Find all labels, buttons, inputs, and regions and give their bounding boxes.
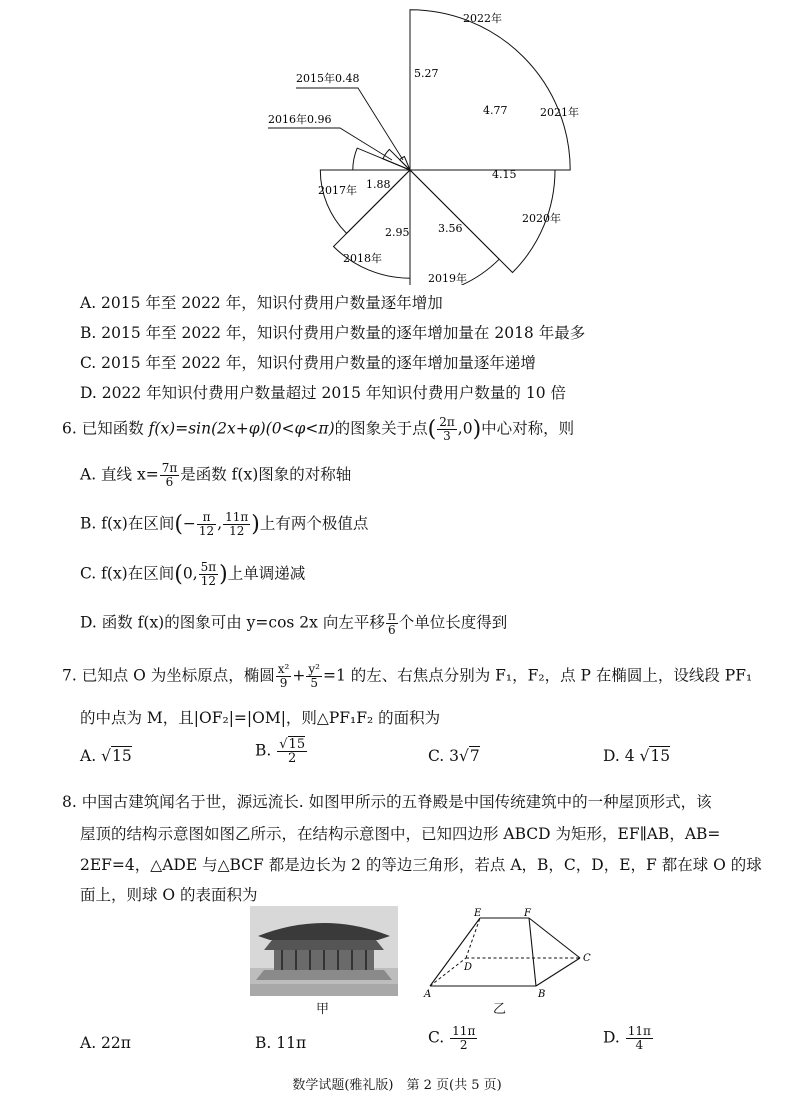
rose-category-label-3: 2018年 (343, 252, 382, 265)
q8-option-a: A. 22π (80, 1034, 131, 1052)
q7-option-d: D. 4 √15 (603, 747, 671, 765)
q5-option-c: C. 2015 年至 2022 年，知识付费用户数量的逐年增加量逐年递增 (80, 354, 536, 372)
q6-option-c: C. f(x)在区间(0, $\frac{5\pi}{12}$ )上单调递减 (80, 560, 306, 588)
rose-category-label-4: 2019年 (428, 272, 467, 285)
q6-option-a: A. 直线 x= $\frac{7\pi}{6}$ 是函数 f(x)图象的对称轴 (80, 461, 352, 489)
q7-option-c: C. 3√7 (428, 747, 480, 765)
q7-option-b: B. $\frac{√15}{2}$ (255, 737, 306, 766)
point-f-label: F (524, 908, 531, 919)
q6-stem: 6. 已知函数 f(x)=sin(2x+φ)(0<φ<π)的图象关于点( $\frac{2\pi}{3}$ ,0)中心对称，则 (62, 415, 575, 443)
point-a-label: A (424, 989, 432, 1000)
point-d-label: D (464, 962, 473, 973)
figure-jia-caption: 甲 (316, 1002, 330, 1017)
rose-category-label-2: 2017年 (318, 184, 357, 197)
q5-option-b: B. 2015 年至 2022 年，知识付费用户数量的逐年增加量在 2018 年最多 (80, 324, 586, 342)
q8-line2: 屋顶的结构示意图如图乙所示，在结构示意图中，已知四边形 ABCD 为矩形，EF∥AB，AB= (80, 825, 721, 843)
figure-yi-caption: 乙 (493, 1002, 507, 1017)
q8-line4: 面上，则球 O 的表面积为 (80, 886, 258, 904)
rose-labels (268, 11, 579, 285)
temple-photo (250, 906, 398, 996)
rose-value-label-4: 3.56 (438, 222, 463, 235)
q8-option-b: B. 11π (255, 1034, 307, 1052)
rose-value-label-3: 2.95 (385, 226, 410, 239)
rose-category-label-5: 2020年 (522, 212, 561, 225)
rose-value-label-6: 4.77 (483, 104, 508, 117)
q5-option-d: D. 2022 年知识付费用户数量超过 2015 年知识付费用户数量的 10 倍 (80, 384, 566, 402)
q8-option-d: D. $\frac{11\pi}{4}$ (603, 1024, 651, 1052)
q7-option-a: A. √15 (80, 747, 132, 765)
page-footer: 数学试题(雅礼版) 第 2 页(共 5 页) (292, 1078, 502, 1093)
q7-line2: 的中点为 M，且|OF₂|=|OM|，则△PF₁F₂ 的面积为 (80, 709, 441, 727)
point-c-label: C (583, 953, 591, 964)
q7-stem: 7. 已知点 O 为坐标原点，椭圆 $\frac{\text{x²}}{9}$ + $\frac{\text{y²}}{5}$ =1 的左、右焦点分别为 F₁，F₂，点 P 在椭圆上，设线段 PF₁ (62, 662, 753, 690)
rose-category-label-6: 2021年 (540, 106, 579, 119)
q8-line3: 2EF=4，△ADE 与△BCF 都是边长为 2 的等边三角形，若点 A，B，C，D，E，F 都在球 O 的球 (80, 856, 762, 874)
q6-option-d: D. 函数 f(x)的图象可由 y=cos 2x 向左平移 $\frac{\pi}{6}$ 个单位长度得到 (80, 609, 508, 637)
q6-option-b: B. f(x)在区间(− $\frac{\pi}{12}$ , $\frac{11\pi}{12}$ )上有两个极值点 (80, 510, 369, 538)
point-b-label: B (538, 989, 546, 1000)
q5-option-a: A. 2015 年至 2022 年，知识付费用户数量逐年增加 (80, 294, 443, 312)
rose-value-label-7: 5.27 (414, 67, 439, 80)
q8-line1: 8. 中国古建筑闻名于世，源远流长. 如图甲所示的五脊殿是中国传统建筑中的一种屋顶形式，该 (62, 793, 712, 811)
rose-callout-label-1: 2016年0.96 (268, 113, 332, 126)
roof-diagram (420, 906, 600, 1002)
rose-sector-2 (353, 148, 410, 170)
rose-callout-label-0: 2015年0.48 (296, 72, 360, 85)
rose-value-label-5: 4.15 (492, 168, 517, 181)
rose-sector-7 (410, 10, 570, 170)
rose-value-label-2: 1.88 (366, 178, 391, 191)
rose-sectors (320, 10, 570, 285)
rose-chart (250, 0, 610, 285)
rose-category-label-7: 2022年 (463, 12, 502, 25)
point-e-label: E (474, 908, 482, 919)
q8-option-c: C. $\frac{11\pi}{2}$ (428, 1024, 476, 1052)
